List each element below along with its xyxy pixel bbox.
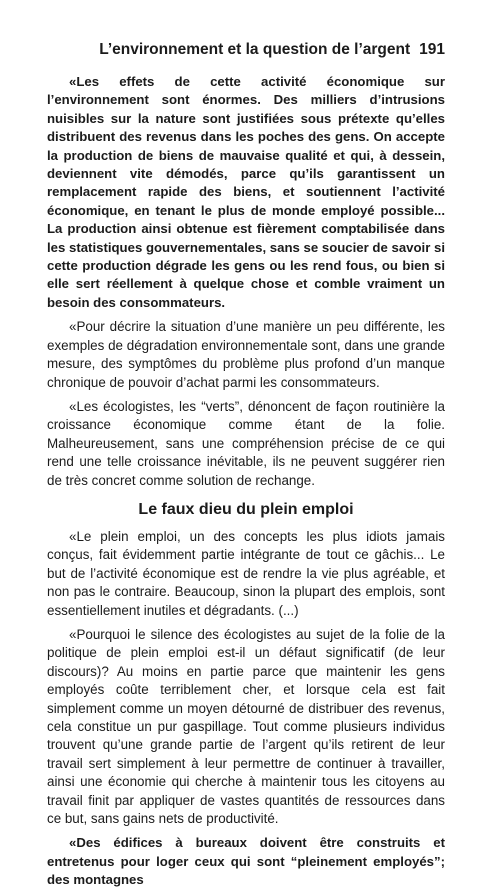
section-heading: Le faux dieu du plein emploi [138,500,354,518]
quote-paragraph-5: «Pourquoi le silence des écologistes au sujet de la folie de la politique de plein emploi est-il un défaut significatif (de leur discours)? Au moins en partie parce que maintenir les gens employés coûte terriblement cher, et lorsque cela est fait simplement comme un moyen détourné de distribuer des revenus, cela constitue un pur gaspillage. Tout comme plusieurs individus trouvent qu’une grande partie de l’argent qu’ils retirent de leur travail sert simplement à leur permettre de continuer à travailler, ainsi une économie qui cherche à maintenir tous les citoyens au travail finit par appliquer de vastes quantités de ressources dans ce but, sans gains nets de productivité. [47,626,445,827]
running-header [47,40,445,60]
quote-paragraph-4: «Le plein emploi, un des concepts les plus idiots jamais conçus, fait évidemment partie intégrante de tout ce gâchis... Le but de l’activité économique est de rendre la vie plus agréable, et non pas le contraire. Beaucoup, sinon la plupart des emplois, sont essentiellement inutiles et dégradants. (...) [47,528,445,618]
quote-paragraph-2: «Pour décrire la situation d’une manière un peu différente, les exemples de dégradation environnementale sont, dans une grande mesure, des symptômes du problème plus profond d’un manque chronique de pouvoir d’achat parmi les consommateurs. [47,319,445,390]
page-number: 191 [419,41,445,58]
quote-paragraph-3: «Les écologistes, les “verts”, dénoncent de façon routinière la croissance économique comme étant de la folie. Malheureusement, sans une compréhension précise de ce qui rend une telle croissance inévitable, ils ne peuvent suggérer rien de très concret comme solution de rechange. [47,398,445,488]
chapter-title: L’environnement et la question de l’argent [99,41,411,58]
book-page [47,40,445,896]
quote-paragraph-6: «Des édifices à bureaux doivent être construits et entretenus pour loger ceux qui sont “pleinement employés”; des montagnes [47,835,445,888]
page-body [47,73,445,890]
quote-paragraph-1: «Les effets de cette activité économique sur l’environnement sont énormes. Des milliers d’intrusions nuisibles sur la nature sont justifiées sous prétexte qu’elles distribuent des revenus dans les poches des gens. On accepte la production de biens de mauvaise qualité et qui, à dessein, deviennent vite démodés, parce qu’ils garantissent un remplacement rapide des biens, et soutiennent l’activité économique, en tenant le plus de monde employé possible... La production ainsi obtenue est fièrement comptabilisée dans les statistiques gouvernementales, sans se soucier de savoir si cette production dégrade les gens ou les rend fous, ou bien si elle sert réellement à quelque chose et comble vraiment un besoin des consommateurs. [47,74,446,310]
